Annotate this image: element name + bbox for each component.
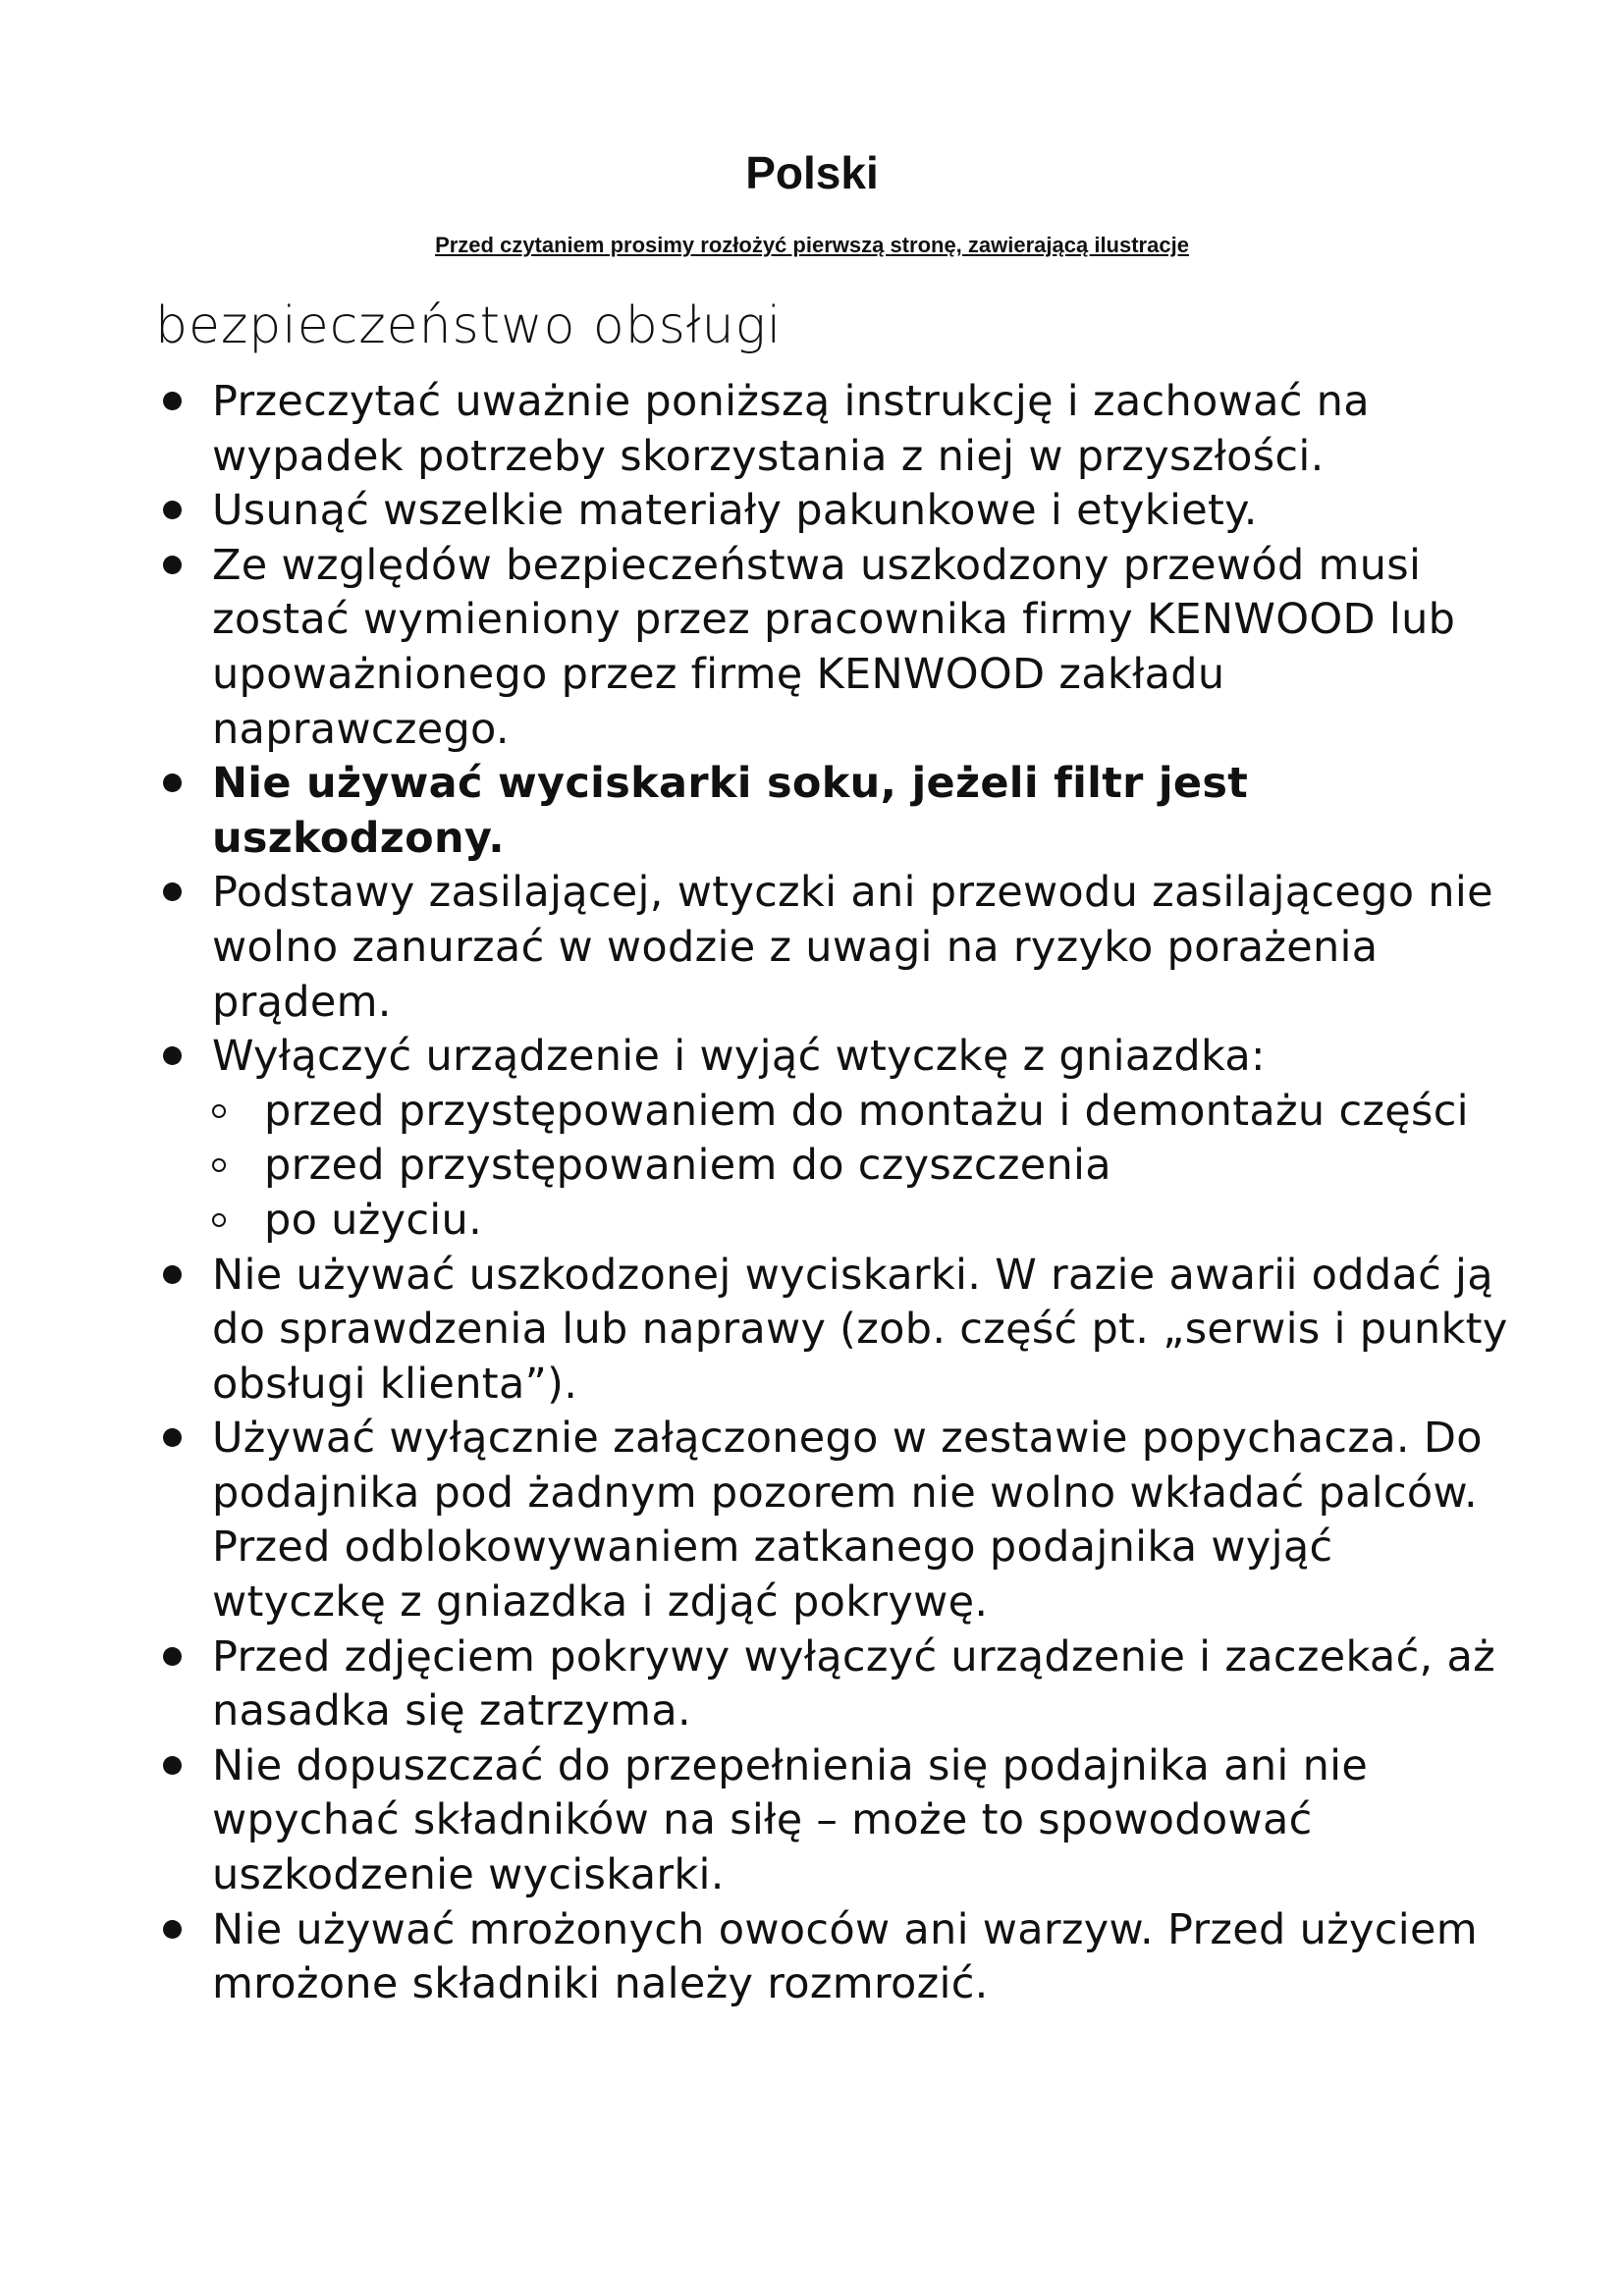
list-item-text: Nie dopuszczać do przepełnienia się podajnika ani nie wpychać składników na siłę – może to spowodować uszkodzenie wyciskarki.	[212, 1740, 1369, 1900]
list-item-text: Używać wyłącznie załączonego w zestawie popychacza. Do podajnika pod żadnym pozorem nie wolno wkładać palców. Przed odblokowywaniem zatkanego podajnika wyjąć wtyczkę z gniazdka i zdjąć pokrywę.	[212, 1414, 1483, 1628]
list-item	[155, 1739, 1510, 1903]
list-item	[155, 484, 1510, 539]
list-item-text: Usunąć wszelkie materiały pakunkowe i etykiety.	[212, 486, 1258, 536]
sub-list-item: przed przystępowaniem do montażu i demontażu części	[212, 1085, 1510, 1140]
list-item-text: Ze względów bezpieczeństwa uszkodzony przewód musi zostać wymieniony przez pracownika firmy KENWOOD lub upoważnionego przez firmę KENWOOD zakładu naprawczego.	[212, 540, 1456, 754]
list-item	[155, 375, 1510, 484]
page-title: Polski	[745, 147, 879, 198]
sub-list	[212, 1085, 1510, 1249]
sub-list-item: przed przystępowaniem do czyszczenia	[212, 1139, 1510, 1194]
page-subtitle: Przed czytaniem prosimy rozłożyć pierwszą stronę, zawierającą ilustracje	[435, 233, 1189, 257]
list-item-text: Nie używać wyciskarki soku, jeżeli filtr jest uszkodzony.	[212, 759, 1249, 863]
list-item-text: Przed zdjęciem pokrywy wyłączyć urządzenie i zaczekać, aż nasadka się zatrzyma.	[212, 1631, 1495, 1736]
list-item	[155, 1412, 1510, 1629]
list-item-text: Nie używać uszkodzonej wyciskarki. W razie awarii oddać ją do sprawdzenia lub naprawy (zob. część pt. „serwis i punkty obsługi klienta”).	[212, 1250, 1508, 1409]
list-item-warning	[155, 757, 1510, 866]
safety-instructions-list	[155, 375, 1510, 2012]
list-item-text: Podstawy zasilającej, wtyczki ani przewodu zasilającego nie wolno zanurzać w wodzie z uwagi na ryzyko porażenia prądem.	[212, 868, 1493, 1027]
list-item	[155, 1249, 1510, 1413]
list-item-text: Przeczytać uważnie poniższą instrukcję i zachować na wypadek potrzeby skorzystania z niej w przyszłości.	[212, 377, 1370, 481]
list-item	[155, 539, 1510, 757]
list-item	[155, 1630, 1510, 1739]
list-item	[155, 866, 1510, 1030]
section-heading: bezpieczeństwo obsługi	[155, 296, 783, 355]
list-item	[155, 1030, 1510, 1248]
sub-list-item: po użyciu.	[212, 1194, 1510, 1249]
list-item-text: Wyłączyć urządzenie i wyjąć wtyczkę z gniazdka:	[212, 1032, 1266, 1082]
list-item-text: Nie używać mrożonych owoców ani warzyw. Przed użyciem mrożone składniki należy rozmrozić.	[212, 1904, 1478, 2009]
list-item	[155, 1903, 1510, 2012]
